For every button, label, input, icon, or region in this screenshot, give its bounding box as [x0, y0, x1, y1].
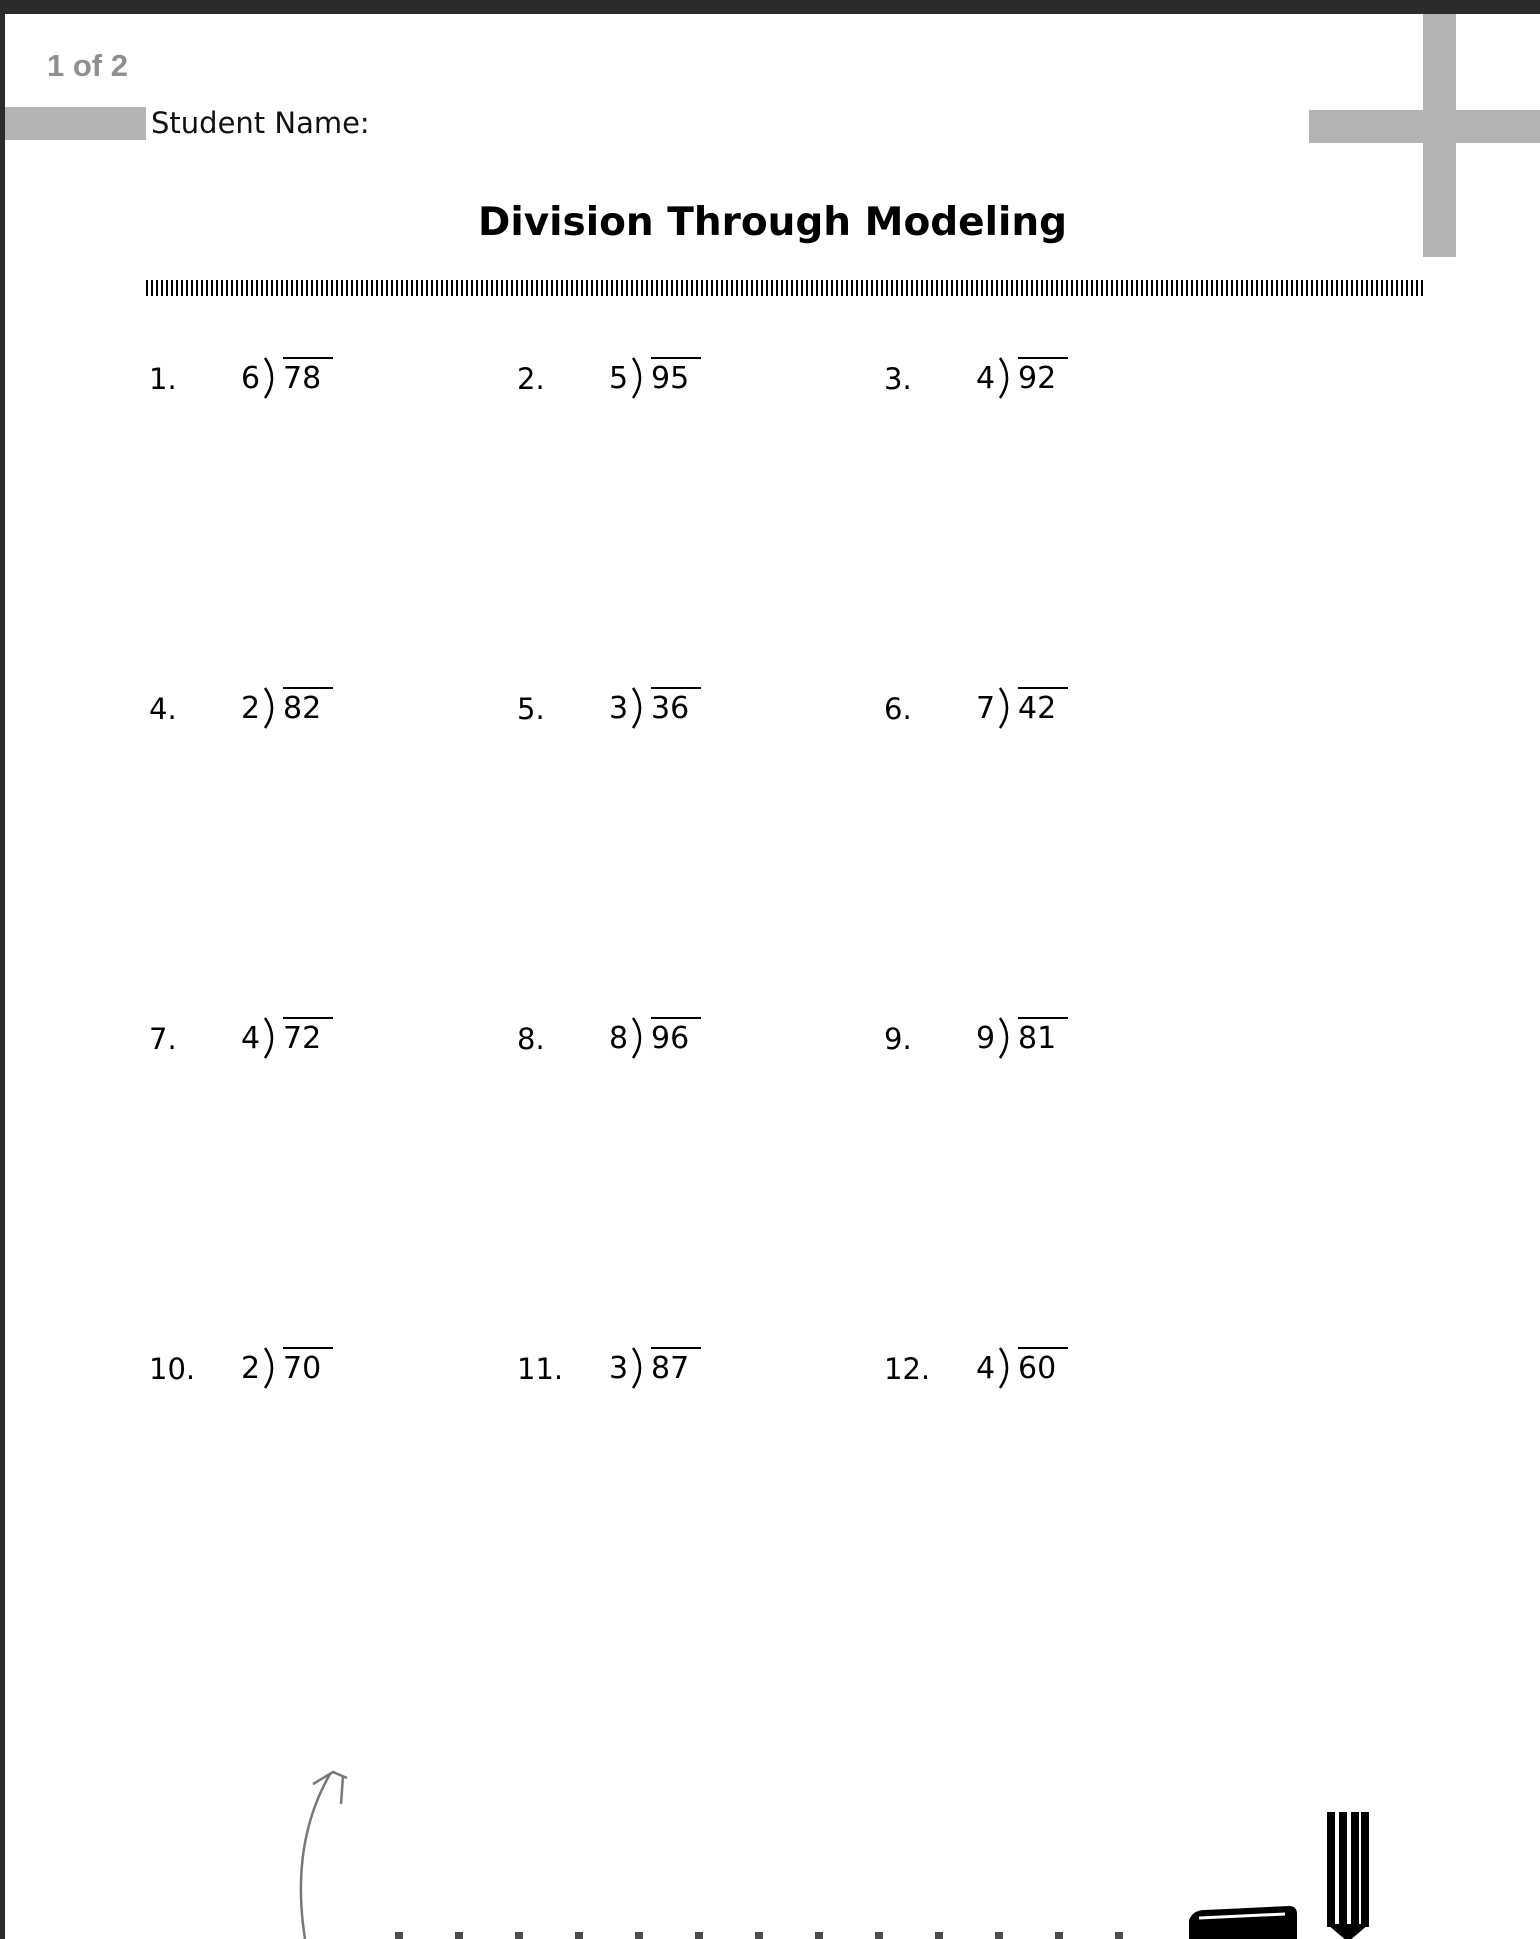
pencil-icon: [1327, 1812, 1369, 1939]
problem-number: 7.: [149, 1022, 177, 1056]
division-bracket-icon: [261, 1016, 283, 1060]
problem-9: [884, 1019, 1144, 1059]
problem-dividend: 60: [1018, 1347, 1068, 1387]
problem-number: 3.: [884, 362, 912, 396]
division-bracket-icon: [261, 356, 283, 400]
division-bracket-icon: [629, 686, 651, 730]
page-indicator: 1 of 2: [47, 48, 128, 83]
problem-2: [517, 359, 777, 399]
division-bracket-icon: [261, 1346, 283, 1390]
book-icon: [1185, 1906, 1301, 1939]
problem-divisor: 7: [976, 691, 996, 726]
problem-divisor: 2: [241, 1351, 261, 1386]
problem-divisor: 3: [609, 1351, 629, 1386]
worksheet-title: Division Through Modeling: [477, 200, 1068, 245]
problem-divisor: 4: [241, 1021, 261, 1056]
plus-icon-horizontal: [1309, 110, 1540, 143]
problem-dividend: 42: [1018, 687, 1068, 727]
problem-number: 10.: [149, 1352, 196, 1386]
problem-number: 6.: [884, 692, 912, 726]
division-bracket-icon: [261, 686, 283, 730]
division-bracket-icon: [629, 356, 651, 400]
problem-dividend: 81: [1018, 1017, 1068, 1057]
problem-divisor: 6: [241, 361, 261, 396]
problem-divisor: 4: [976, 361, 996, 396]
problem-number: 1.: [149, 362, 177, 396]
problem-number: 4.: [149, 692, 177, 726]
problem-dividend: 82: [283, 687, 333, 727]
division-bracket-icon: [996, 1016, 1018, 1060]
problem-7: [149, 1019, 409, 1059]
division-bracket-icon: [996, 356, 1018, 400]
worksheet-page: [5, 14, 1540, 1939]
problem-number: 5.: [517, 692, 545, 726]
cutoff-text-line: [395, 1932, 1155, 1939]
problem-divisor: 9: [976, 1021, 996, 1056]
problem-4: [149, 689, 409, 729]
problem-number: 2.: [517, 362, 545, 396]
problem-10: [149, 1349, 409, 1389]
problem-dividend: 87: [651, 1347, 701, 1387]
problem-number: 9.: [884, 1022, 912, 1056]
problem-5: [517, 689, 777, 729]
problem-dividend: 96: [651, 1017, 701, 1057]
division-bracket-icon: [996, 1346, 1018, 1390]
problem-1: [149, 359, 409, 399]
student-name-label: Student Name:: [146, 107, 370, 140]
problem-dividend: 70: [283, 1347, 333, 1387]
problem-8: [517, 1019, 777, 1059]
problem-divisor: 4: [976, 1351, 996, 1386]
problem-divisor: 3: [609, 691, 629, 726]
problem-dividend: 92: [1018, 357, 1068, 397]
problem-number: 8.: [517, 1022, 545, 1056]
problem-divisor: 2: [241, 691, 261, 726]
problem-12: [884, 1349, 1144, 1389]
problem-11: [517, 1349, 777, 1389]
division-bracket-icon: [996, 686, 1018, 730]
problem-divisor: 8: [609, 1021, 629, 1056]
problem-dividend: 95: [651, 357, 701, 397]
problem-number: 12.: [884, 1352, 931, 1386]
problem-dividend: 36: [651, 687, 701, 727]
problem-number: 11.: [517, 1352, 564, 1386]
problem-dividend: 72: [283, 1017, 333, 1057]
curved-arrow-icon: [285, 1764, 385, 1939]
problem-divisor: 5: [609, 361, 629, 396]
problem-dividend: 78: [283, 357, 333, 397]
division-bracket-icon: [629, 1346, 651, 1390]
division-bracket-icon: [629, 1016, 651, 1060]
problem-6: [884, 689, 1144, 729]
problem-3: [884, 359, 1144, 399]
dashed-divider: [146, 280, 1426, 296]
